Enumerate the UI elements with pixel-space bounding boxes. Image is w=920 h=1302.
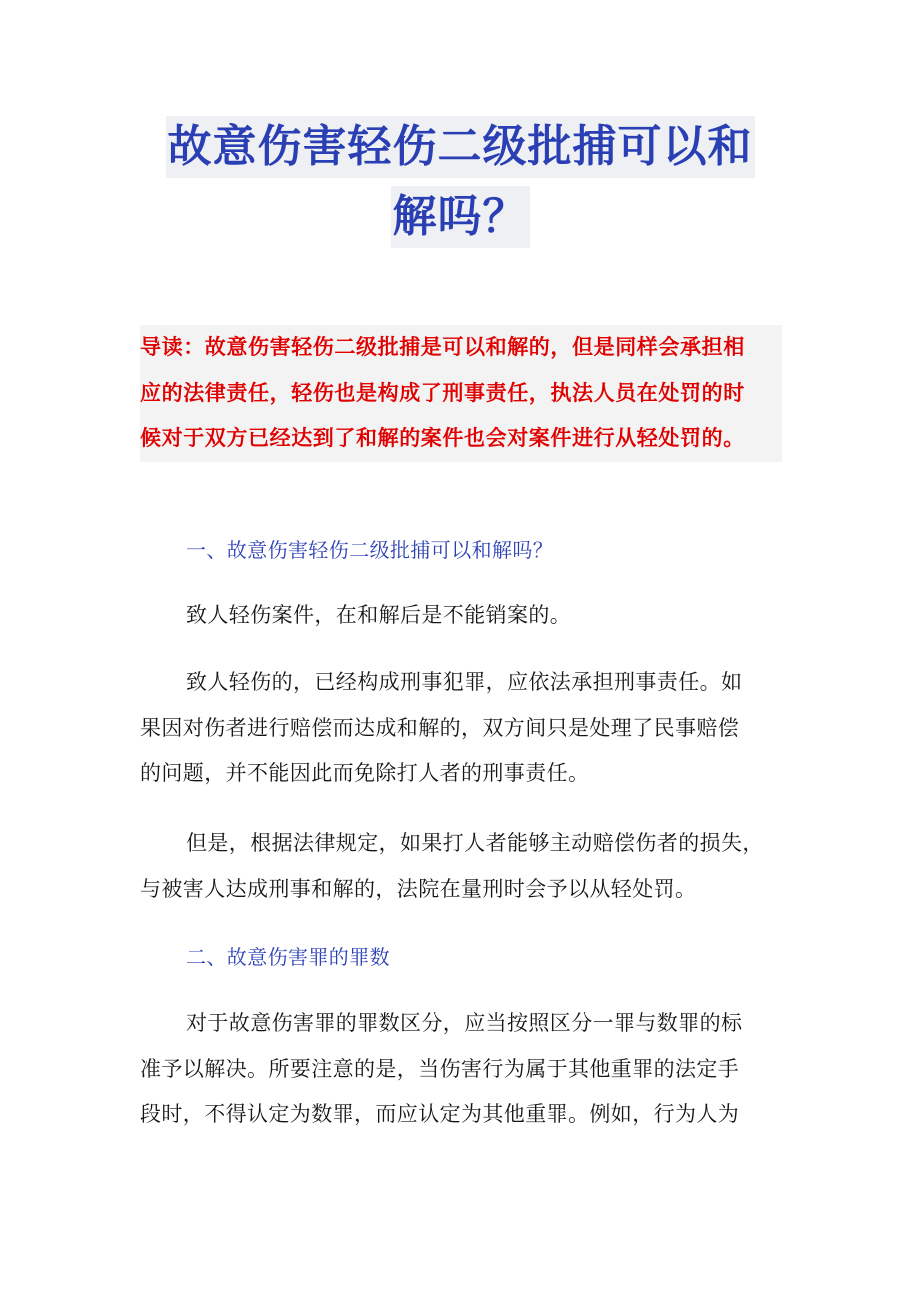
text-line: 的问题，并不能因此而免除打人者的刑事责任。 xyxy=(140,761,590,785)
title-line-1: 故意伤害轻伤二级批捕可以和 xyxy=(166,116,755,178)
text-line: 果因对伤者进行赔偿而达成和解的，双方间只是处理了民事赔偿 xyxy=(140,715,740,740)
text-line: 准予以解决。所要注意的是，当伤害行为属于其他重罪的法定手 xyxy=(140,1056,740,1081)
section-2-heading: 二、故意伤害罪的罪数 xyxy=(186,945,390,969)
title-line-2: 解吗？ xyxy=(391,186,530,248)
section-2-paragraph-1 xyxy=(140,1001,782,1138)
text-line: 致人轻伤的，已经构成刑事犯罪，应依法承担刑事责任。如 xyxy=(186,670,743,694)
text-line: 段时，不得认定为数罪，而应认定为其他重罪。例如，行为人为 xyxy=(140,1102,740,1126)
text-line: 与被害人达成刑事和解的，法院在量刑时会予以从轻处罚。 xyxy=(140,876,697,901)
text-line: 致人轻伤案件，在和解后是不能销案的。 xyxy=(186,603,572,627)
text-line: 对于故意伤害罪的罪数区分，应当按照区分一罪与数罪的标 xyxy=(186,1011,743,1035)
text-line: 但是，根据法律规定，如果打人者能够主动赔偿伤者的损失， xyxy=(186,831,764,855)
section-1-paragraph-1 xyxy=(140,593,782,639)
intro-paragraph xyxy=(140,325,782,462)
section-1-paragraph-3 xyxy=(140,821,782,912)
document-title xyxy=(0,116,920,256)
intro-line: 应的法律责任，轻伤也是构成了刑事责任，执法人员在处罚的时 xyxy=(140,371,782,417)
intro-line: 导读：故意伤害轻伤二级批捕是可以和解的，但是同样会承担相 xyxy=(140,325,782,371)
intro-line: 候对于双方已经达到了和解的案件也会对案件进行从轻处罚的。 xyxy=(140,416,782,462)
section-1-paragraph-2 xyxy=(140,660,782,797)
section-1-heading: 一、故意伤害轻伤二级批捕可以和解吗？ xyxy=(186,538,554,562)
